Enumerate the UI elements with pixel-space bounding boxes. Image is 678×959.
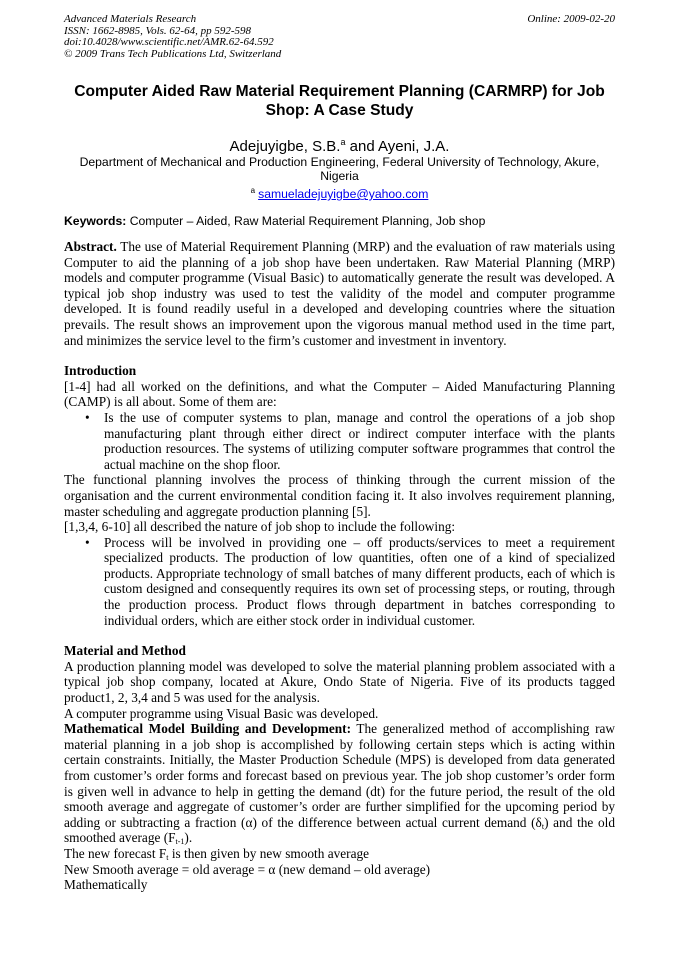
affiliation-line-2: Nigeria	[320, 169, 359, 183]
method-paragraph-1: A production planning model was developed to solve the material planning problem associated with a typical job shop company, located at Akure, Ondo State of Nigeria. Five of its products tagged product1, 2, 3,4 and 5 was used for the analysis.	[64, 658, 615, 706]
keywords	[64, 214, 615, 229]
intro-paragraph-1: [1-4] had all worked on the definitions, and what the Computer – Aided Manufacturing Planning (CAMP) is all about. Some of them are:	[64, 378, 615, 410]
title-line-1: Computer Aided Raw Material Requirement Planning (CARMRP) for Job	[74, 83, 605, 100]
forecast-line	[64, 846, 615, 862]
abstract	[64, 239, 615, 348]
intro-bullet-list-2	[64, 535, 615, 629]
intro-paragraph-2: The functional planning involves the process of thinking through the current mission of the organisation and the current environmental condition facing it. It also involves requirement planning, master scheduling and aggregate production planning [5].	[64, 472, 615, 519]
model-text: ) and the old smoothed average (F	[64, 814, 615, 846]
author-1-affil-mark: a	[340, 137, 346, 147]
journal-header	[64, 14, 615, 60]
model-paragraph	[64, 721, 615, 846]
affiliation	[64, 155, 615, 183]
subscript: t	[166, 852, 169, 862]
intro-bullet-list-1	[64, 410, 615, 472]
abstract-label: Abstract.	[64, 239, 117, 254]
subscript: t	[541, 821, 545, 831]
mathematically-line: Mathematically	[64, 877, 148, 893]
keywords-text: Computer – Aided, Raw Material Requirement Planning, Job shop	[126, 214, 486, 228]
list-item	[85, 534, 615, 629]
model-text: ).	[184, 830, 193, 846]
online-date: Online: 2009-02-20	[527, 13, 615, 25]
introduction-heading	[64, 363, 615, 379]
introduction-heading-text: Introduction	[64, 363, 137, 379]
formula-line: New Smooth average = old average = α (new demand – old average)	[64, 861, 431, 877]
title-line-2: Shop: A Case Study	[265, 102, 414, 119]
intro-paragraph-3: [1,3,4, 6-10] all described the nature of job shop to include the following:	[64, 519, 456, 535]
method-paragraph-2: A computer programme using Visual Basic was developed.	[64, 705, 379, 721]
issn: ISSN: 1662-8985, Vols. 62-64, pp 592-598	[64, 24, 251, 37]
forecast-text: The new forecast F	[64, 845, 167, 861]
method-heading	[64, 643, 615, 659]
bullet-icon: •	[85, 534, 90, 550]
affiliation-line-1: Department of Mechanical and Production Engineering, Federal University of Technology, Akure,	[79, 155, 600, 169]
authors	[64, 134, 615, 155]
method-section	[64, 643, 615, 893]
introduction-section	[64, 363, 615, 628]
copyright: © 2009 Trans Tech Publications Ltd, Switzerland	[64, 47, 282, 60]
method-heading-text: Material and Method	[64, 643, 186, 659]
paper-page	[64, 14, 615, 893]
doi: doi:10.4028/www.scientific.net/AMR.62-64.592	[64, 36, 274, 48]
bullet-icon: •	[85, 409, 90, 425]
list-item-text: Is the use of computer systems to plan, manage and control the operations of a job shop manufacturing plant through either direct or indirect computer interface with the plants production resources. The systems of utilizing computer software programmes that control the actual machine on the shop floor.	[104, 409, 615, 472]
model-label: Mathematical Model Building and Development:	[64, 721, 352, 737]
author-2: and Ayeni, J.A.	[345, 138, 450, 155]
abstract-text: The use of Material Requirement Planning (MRP) and the evaluation of raw materials using Computer to aid the planning of a job shop have been undertaken. Raw Material Planning (MRP) models and computer programme (Visual Basic) to automatically generate the result was developed. A typical job shop industry was used to test the validity of the model and computer programme developed. It is found readily useful in a developed and developing countries where the situation prevails. The result shows an improvement upon the vigorous manual method used in the time part, and minimizes the service level to the firm’s customer and investment in inventory.	[64, 239, 615, 348]
journal-name: Advanced Materials Research	[64, 13, 197, 25]
keywords-label: Keywords:	[64, 214, 127, 228]
list-item	[85, 409, 615, 472]
email-line	[64, 183, 615, 202]
list-item-text: Process will be involved in providing one – off products/services to meet a requirement specialized products. The production of low quantities, often one of a kind of specialized products. Appropriate technology of small batches of many different products, each of which is custom designed and consequently requires its own set of processing steps, or routing, through the production process. Product flows through department in batches corresponding to individual orders, which are either stock order in individual customer.	[104, 534, 615, 628]
author-email-link[interactable]: samueladejuyigbe@yahoo.com	[258, 187, 429, 201]
email-affil-mark: a	[250, 186, 256, 195]
subscript: t-1	[175, 837, 185, 847]
paper-title	[64, 82, 615, 120]
author-1: Adejuyigbe, S.B.	[229, 138, 341, 155]
forecast-text: is then given by new smooth average	[168, 845, 370, 861]
model-text: The generalized method of accomplishing raw material planning in a job shop is accomplished by following certain steps which is acting within certain constraints. Initially, the Master Production Schedule (MPS) is developed from data generated from customer’s order forms and forecast based on previous year. The job shop customer’s order form is given well in advance to help in getting the demand (dt) for the future period, the result of the old smooth average and aggregate of customer’s order are further simplified for the upcoming period by adding or subtracting a fraction (α) of the difference between actual current demand (δ	[64, 721, 615, 830]
